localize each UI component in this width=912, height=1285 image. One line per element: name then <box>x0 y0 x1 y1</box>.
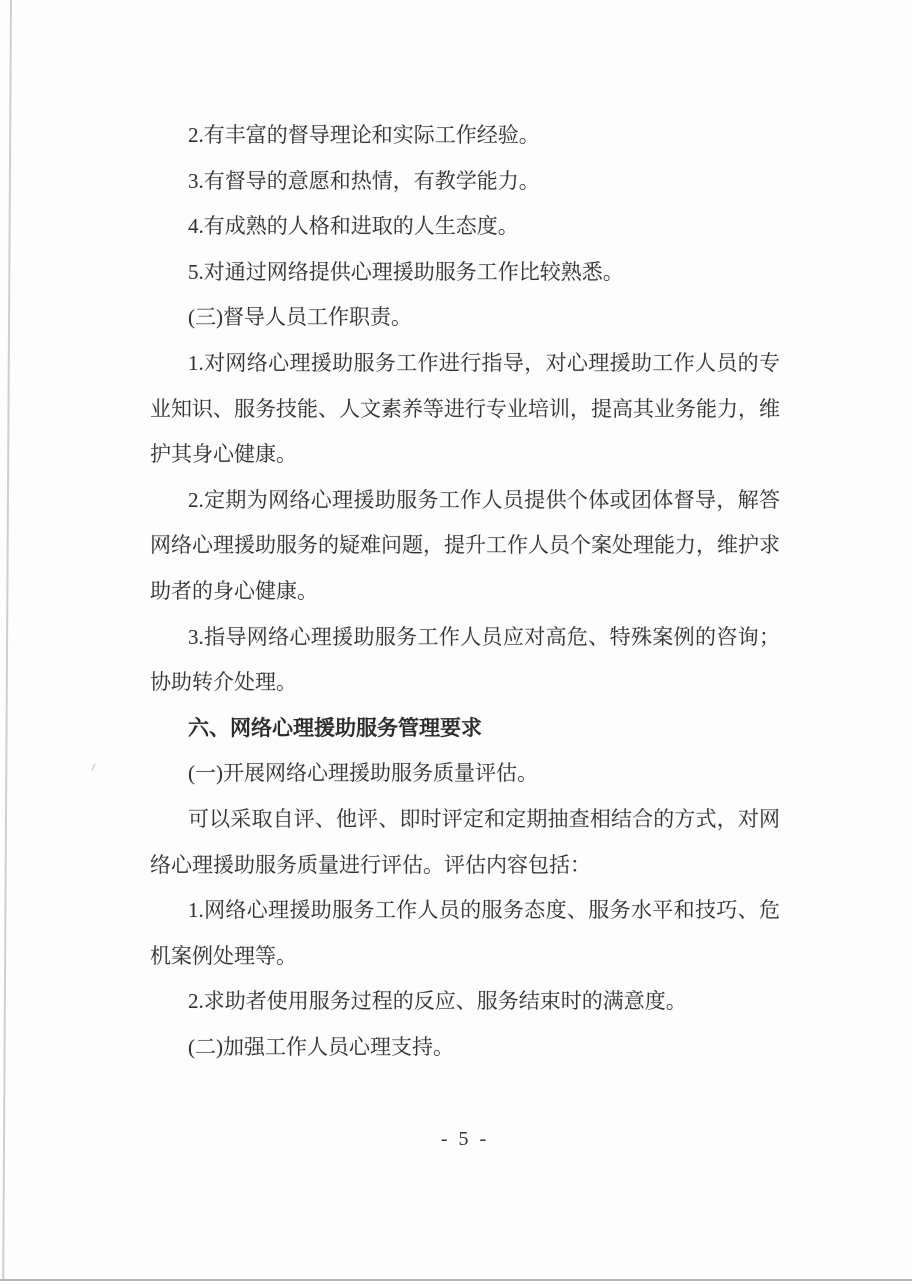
paragraph-line: 络心理援助服务质量进行评估。评估内容包括： <box>150 852 591 877</box>
paragraph-line: 网络心理援助服务的疑难问题，提升工作人员个案处理能力，维护求 <box>150 533 780 558</box>
subsection-label: (二)加强工作人员心理支持。 <box>188 1034 454 1059</box>
section-heading: 六、网络心理援助服务管理要求 <box>188 715 482 740</box>
list-item: 3.有督导的意愿和热情，有教学能力。 <box>188 168 540 193</box>
paragraph-line: 3.指导网络心理援助服务工作人员应对高危、特殊案例的咨询； <box>188 624 780 649</box>
paragraph-line: 2.定期为网络心理援助服务工作人员提供个体或团体督导，解答 <box>188 487 780 512</box>
page-number: - 5 - <box>440 1128 490 1150</box>
paragraph-line: 业知识、服务技能、人文素养等进行专业培训，提高其业务能力，维 <box>150 396 780 421</box>
paragraph-line: 机案例处理等。 <box>150 943 297 968</box>
paragraph-line: 护其身心健康。 <box>150 442 297 467</box>
scan-artifact-mark <box>92 763 96 771</box>
paragraph-line: 1.对网络心理援助服务工作进行指导，对心理援助工作人员的专 <box>188 350 780 375</box>
paragraph-line: 可以采取自评、他评、即时评定和定期抽查相结合的方式，对网 <box>188 806 780 831</box>
list-item: 2.求助者使用服务过程的反应、服务结束时的满意度。 <box>188 989 687 1014</box>
scan-edge-line-left <box>2 0 12 1280</box>
paragraph-line: 1.网络心理援助服务工作人员的服务态度、服务水平和技巧、危 <box>188 898 780 923</box>
list-item: 5.对通过网络提供心理援助服务工作比较熟悉。 <box>188 259 624 284</box>
subsection-label: (一)开展网络心理援助服务质量评估。 <box>188 761 538 786</box>
list-item: 4.有成熟的人格和进取的人生态度。 <box>188 214 519 239</box>
paragraph-line: 助者的身心健康。 <box>150 578 318 603</box>
subsection-label: (三)督导人员工作职责。 <box>188 305 412 330</box>
list-item: 2.有丰富的督导理论和实际工作经验。 <box>188 123 540 147</box>
paragraph-line: 协助转介处理。 <box>150 670 297 695</box>
scan-edge-line-bottom <box>0 1279 912 1281</box>
document-body <box>150 113 780 1070</box>
